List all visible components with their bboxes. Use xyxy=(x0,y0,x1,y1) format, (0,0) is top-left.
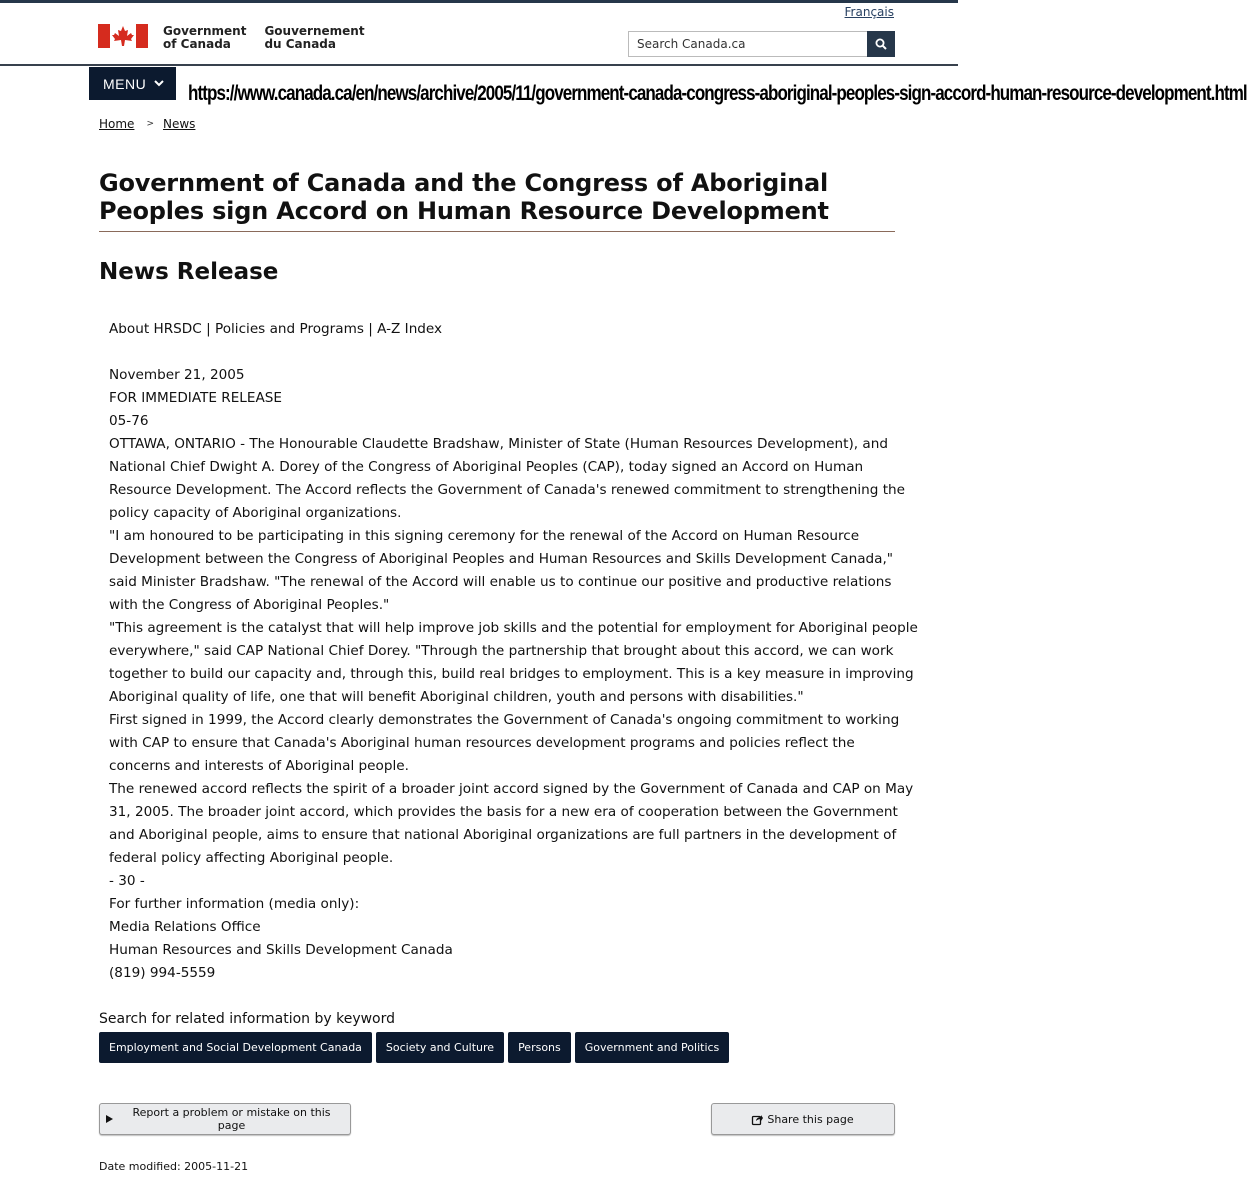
release-line: National Chief Dwight A. Dorey of the Congress of Aboriginal Peoples (CAP), today signed an Accord on Human xyxy=(109,459,864,475)
wordmark-en-line1: Government xyxy=(163,24,247,38)
header-divider xyxy=(0,64,958,66)
release-line: The renewed accord reflects the spirit of a broader joint accord signed by the Government of Canada and CAP on May xyxy=(109,781,914,797)
keyword-tag-persons[interactable]: Persons xyxy=(508,1032,571,1063)
release-line: (819) 994-5559 xyxy=(109,965,216,981)
release-line: First signed in 1999, the Accord clearly demonstrates the Government of Canada's ongoing commitment to working xyxy=(109,712,900,728)
release-line: Aboriginal quality of life, one that will benefit Aboriginal children, youth and persons with disabilities." xyxy=(109,689,804,705)
release-line: FOR IMMEDIATE RELEASE xyxy=(109,390,282,406)
play-triangle-icon xyxy=(106,1115,113,1123)
search-input[interactable] xyxy=(628,31,867,57)
release-line: Human Resources and Skills Development Canada xyxy=(109,942,453,958)
archive-url-banner: https://www.canada.ca/en/news/archive/2005/11/government-canada-congress-aboriginal-peoples-sign-accord-human-resource-development.html xyxy=(188,81,1247,105)
report-problem-button[interactable] xyxy=(99,1103,351,1135)
menu-button[interactable] xyxy=(89,67,176,100)
release-body xyxy=(109,364,918,985)
keyword-tag-society[interactable]: Society and Culture xyxy=(376,1032,504,1063)
share-page-button[interactable] xyxy=(711,1103,895,1135)
date-modified: Date modified: 2005-11-21 xyxy=(99,1160,249,1173)
release-line: 31, 2005. The broader joint accord, which provides the basis for a new era of cooperation between the Government xyxy=(109,804,898,820)
news-release-heading: News Release xyxy=(99,259,279,285)
release-line: with the Congress of Aboriginal Peoples." xyxy=(109,597,390,613)
release-line: everywhere," said CAP National Chief Dorey. "Through the partnership that brought about this accord, we can work xyxy=(109,643,894,659)
release-line: with CAP to ensure that Canada's Aboriginal human resources development programs and policies reflect the xyxy=(109,735,855,751)
title-underline xyxy=(99,231,895,232)
share-page-label: Share this page xyxy=(767,1112,854,1126)
keyword-section-label: Search for related information by keyword xyxy=(99,1011,396,1027)
government-of-canada-logo[interactable] xyxy=(98,24,365,52)
language-toggle-link[interactable]: Français xyxy=(844,5,894,19)
site-search xyxy=(628,31,895,57)
release-line: Resource Development. The Accord reflects the Government of Canada's renewed commitment to strengthening the xyxy=(109,482,906,498)
release-line: federal policy affecting Aboriginal people. xyxy=(109,850,394,866)
release-line: 05-76 xyxy=(109,413,149,429)
release-line: OTTAWA, ONTARIO - The Honourable Claudette Bradshaw, Minister of State (Human Resources Development), and xyxy=(109,436,888,452)
wordmark-english xyxy=(163,25,246,51)
release-content xyxy=(109,318,918,985)
chevron-down-icon xyxy=(154,80,164,87)
release-line: "This agreement is the catalyst that will help improve job skills and the potential for employment for Aboriginal people xyxy=(109,620,918,636)
department-nav-links: About HRSDC | Policies and Programs | A-Z Index xyxy=(109,321,443,337)
release-line: November 21, 2005 xyxy=(109,367,245,383)
release-line: and Aboriginal people, aims to ensure that national Aboriginal organizations are full partners in the development of xyxy=(109,827,897,843)
keyword-tag-list xyxy=(99,1032,729,1063)
page-title: Government of Canada and the Congress of Aboriginal Peoples sign Accord on Human Resource Development xyxy=(99,169,829,225)
release-line: together to build our capacity and, through this, build real bridges to employment. This is a key measure in improving xyxy=(109,666,914,682)
wordmark-french xyxy=(264,25,364,51)
share-icon xyxy=(752,1114,763,1125)
release-line: Development between the Congress of Aboriginal Peoples and Human Resources and Skills Development Canada," xyxy=(109,551,894,567)
report-problem-label: Report a problem or mistake on this page xyxy=(132,1106,331,1132)
keyword-tag-government[interactable]: Government and Politics xyxy=(575,1032,730,1063)
breadcrumb-home[interactable]: Home xyxy=(99,117,135,131)
release-line: Media Relations Office xyxy=(109,919,261,935)
release-line: policy capacity of Aboriginal organizations. xyxy=(109,505,402,521)
breadcrumb xyxy=(99,117,195,131)
canada-flag-icon xyxy=(98,24,148,48)
menu-label: MENU xyxy=(103,75,147,92)
release-line: For further information (media only): xyxy=(109,896,360,912)
wordmark-fr-line1: Gouvernement xyxy=(264,24,365,38)
search-button[interactable] xyxy=(867,31,895,57)
top-accent-bar xyxy=(0,0,958,3)
search-icon xyxy=(875,38,887,50)
release-line: "I am honoured to be participating in this signing ceremony for the renewal of the Accord on Human Resource xyxy=(109,528,860,544)
wordmark-en-line2: of Canada xyxy=(163,37,231,51)
breadcrumb-news[interactable]: News xyxy=(162,117,196,131)
release-line: - 30 - xyxy=(109,873,145,889)
breadcrumb-separator: > xyxy=(146,119,154,129)
keyword-tag-employment[interactable]: Employment and Social Development Canada xyxy=(99,1032,372,1063)
release-line: said Minister Bradshaw. "The renewal of the Accord will enable us to continue our positive and productive relations xyxy=(109,574,892,590)
release-line: concerns and interests of Aboriginal people. xyxy=(109,758,409,774)
wordmark-fr-line2: du Canada xyxy=(264,37,336,51)
